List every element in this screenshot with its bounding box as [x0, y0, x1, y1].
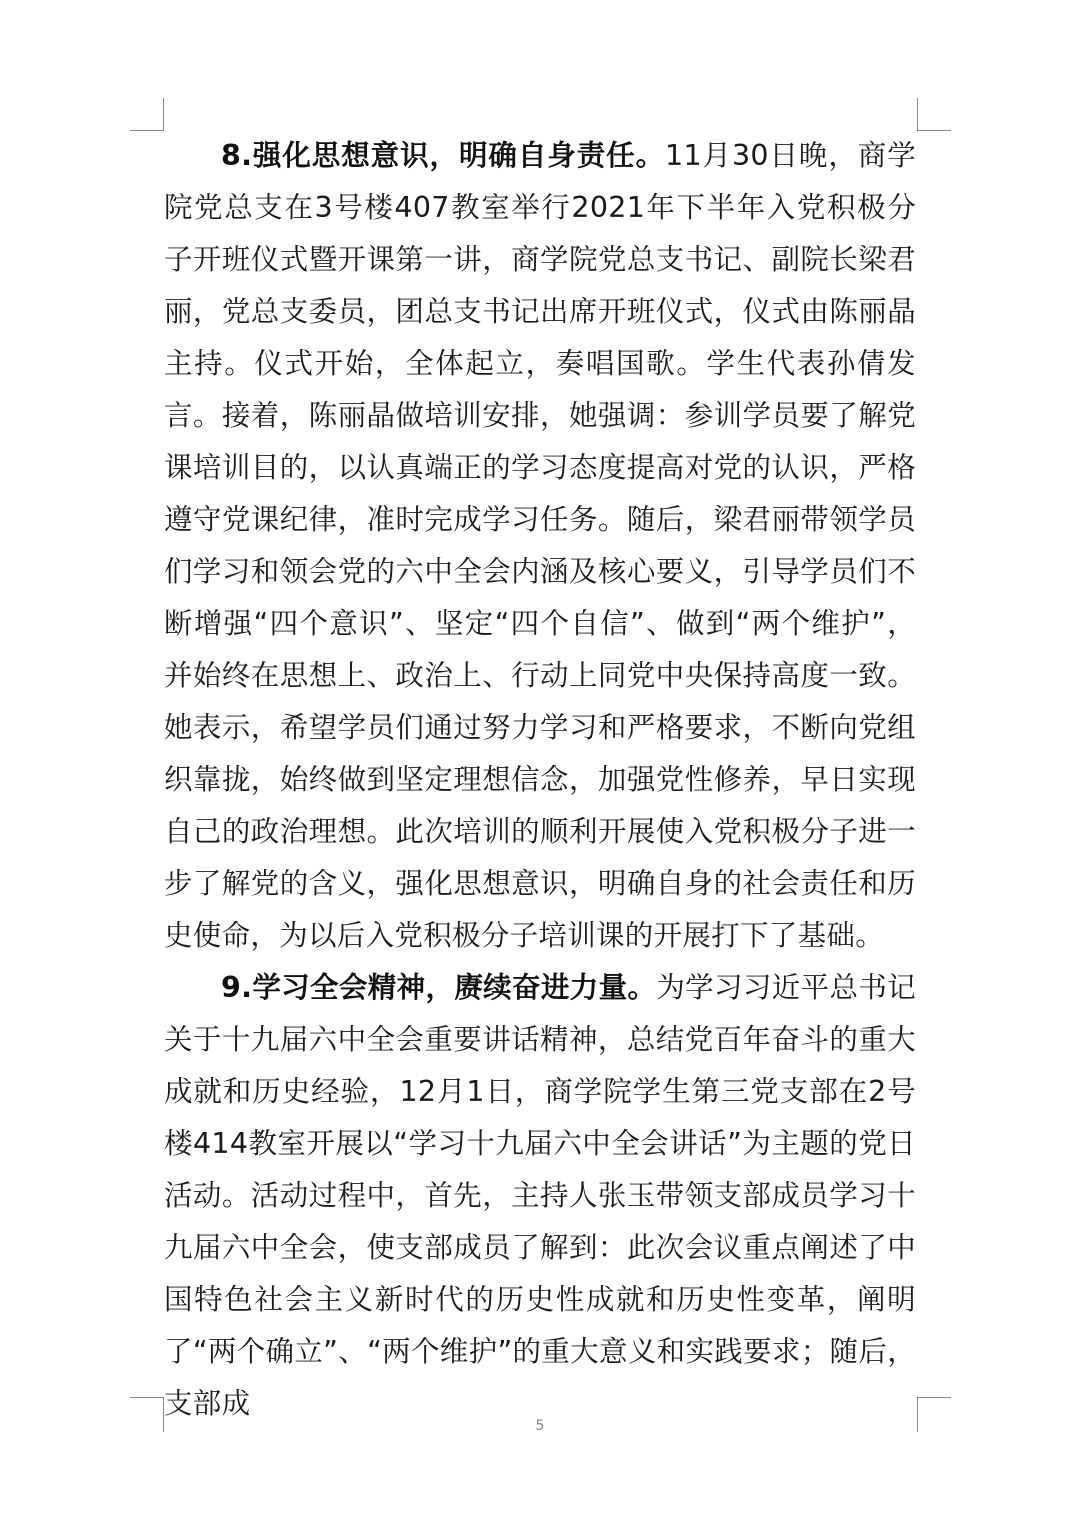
- paragraph-heading: 8.强化思想意识，明确自身责任。: [221, 139, 666, 172]
- margin-mark-top-left: [130, 98, 164, 131]
- paragraph-heading: 9.学习全会精神，赓续奋进力量。: [221, 971, 657, 1004]
- paragraph-8: [164, 130, 916, 962]
- paragraph-text: 为学习习近平总书记关于十九届六中全会重要讲话精神，总结党百年奋斗的重大成就和历史经验，12月1日，商学院学生第三党支部在2号楼414教室开展以“学习十九届六中全会讲话”为主题的党日活动。活动过程中，首先，主持人张玉带领支部成员学习十九届六中全会，使支部成员了解到：此次会议重点阐述了中国特色社会主义新时代的历史性成就和历史性变革，阐明了“两个确立”、“两个维护”的重大意义和实践要求；随后，支部成: [164, 971, 916, 1420]
- document-body: [164, 130, 916, 1430]
- paragraph-9: [164, 962, 916, 1430]
- paragraph-text: 11月30日晚，商学院党总支在3号楼407教室举行2021年下半年入党积极分子开班仪式暨开课第一讲，商学院党总支书记、副院长梁君丽，党总支委员，团总支书记出席开班仪式，仪式由陈丽晶主持。仪式开始，全体起立，奏唱国歌。学生代表孙倩发言。接着，陈丽晶做培训安排，她强调：参训学员要了解党课培训目的，以认真端正的学习态度提高对党的认识，严格遵守党课纪律，准时完成学习任务。随后，梁君丽带领学员们学习和领会党的六中全会内涵及核心要义，引导学员们不断增强“四个意识”、坚定“四个自信”、做到“两个维护”，并始终在思想上、政治上、行动上同党中央保持高度一致。她表示，希望学员们通过努力学习和严格要求，不断向党组织靠拢，始终做到坚定理想信念，加强党性修养，早日实现自己的政治理想。此次培训的顺利开展使入党积极分子进一步了解党的含义，强化思想意识，明确自身的社会责任和历史使命，为以后入党积极分子培训课的开展打下了基础。: [164, 139, 917, 952]
- page-number: 5: [535, 1418, 545, 1434]
- margin-mark-top-right: [917, 98, 951, 131]
